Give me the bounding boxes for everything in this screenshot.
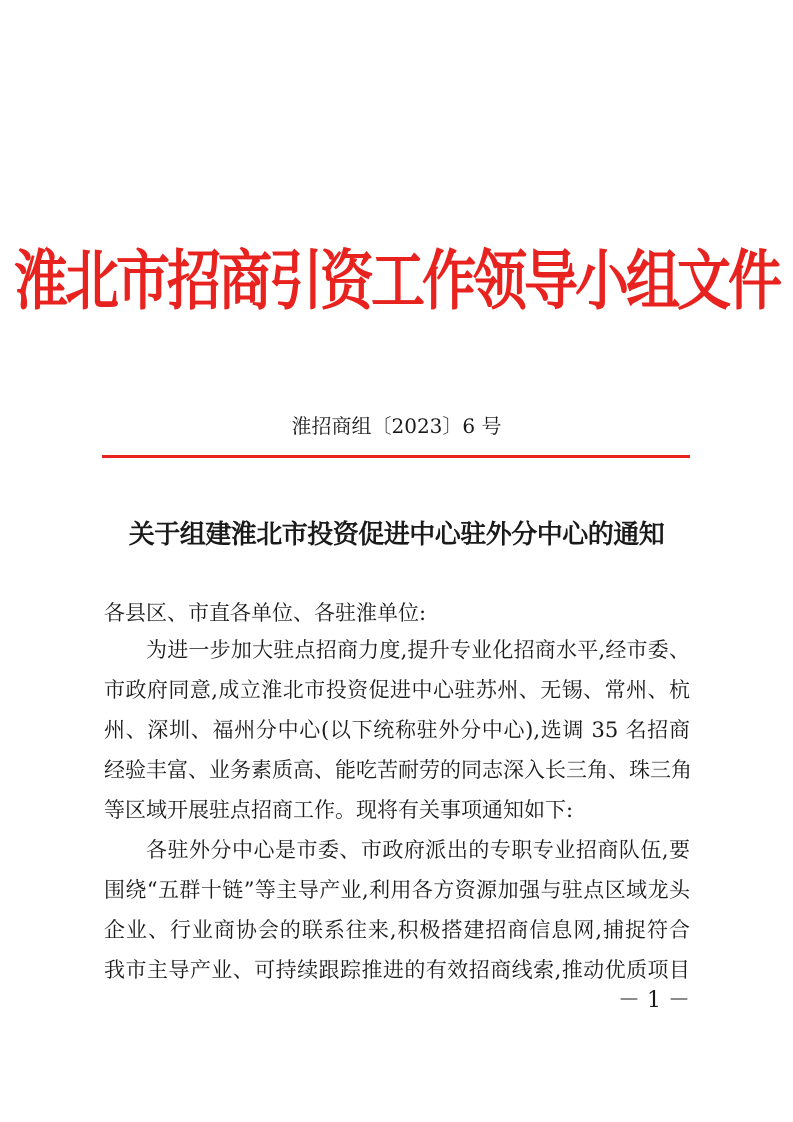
paragraph-line: 市政府同意,成立淮北市投资促进中心驻苏州、无锡、常州、杭: [104, 678, 690, 702]
red-divider-line: [102, 455, 690, 458]
paragraph-line: 我市主导产业、可持续跟踪推进的有效招商线索,推动优质项目: [104, 958, 690, 982]
notice-body: [104, 596, 690, 990]
addressee-line: 各县区、市直各单位、各驻淮单位:: [104, 601, 427, 625]
paragraph-line: 企业、行业商协会的联系往来,积极搭建招商信息网,捕捉符合: [104, 918, 690, 942]
paragraph-line: 经验丰富、业务素质高、能吃苦耐劳的同志深入长三角、珠三角: [104, 758, 692, 782]
org-header-title: 淮北市招商引资工作领导小组文件: [14, 241, 779, 319]
paragraph-2: [104, 830, 690, 990]
notice-title: 关于组建淮北市投资促进中心驻外分中心的通知: [128, 520, 665, 550]
paragraph-line: 州、深圳、福州分中心(以下统称驻外分中心),选调 35 名招商: [104, 718, 690, 742]
paragraph-line: 围绕“五群十链”等主导产业,利用各方资源加强与驻点区域龙头: [104, 878, 690, 902]
paragraph-line: 等区域开展驻点招商工作。现将有关事项通知如下:: [104, 798, 574, 822]
document-number: 淮招商组〔2023〕6 号: [291, 414, 502, 438]
paragraph-line: 为进一步加大驻点招商力度,提升专业化招商水平,经市委、: [146, 638, 690, 662]
paragraph-line: 各驻外分中心是市委、市政府派出的专职专业招商队伍,要: [146, 838, 690, 862]
paragraph-1: [104, 630, 690, 830]
page-number: － 1 －: [618, 988, 690, 1013]
